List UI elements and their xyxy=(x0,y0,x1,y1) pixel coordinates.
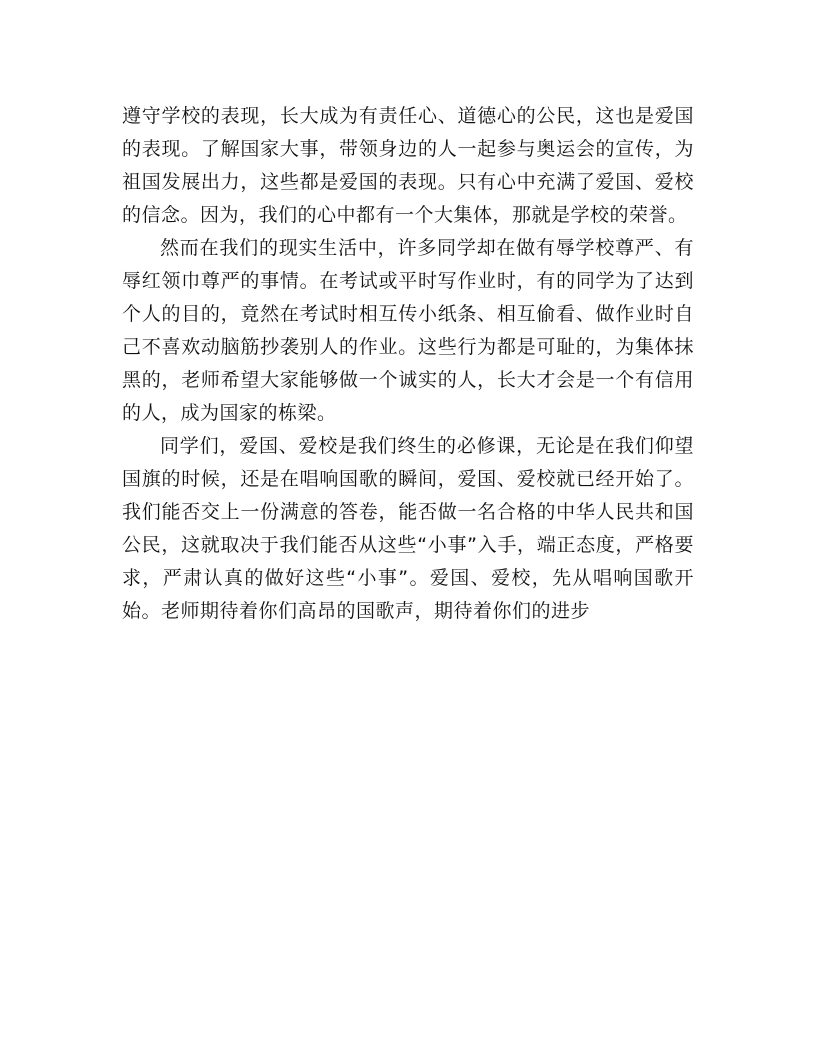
paragraph-1: 遵守学校的表现，长大成为有责任心、道德心的公民，这也是爱国的表现。了解国家大事，带领身边的人一起参与奥运会的宣传，为祖国发展出力，这些都是爱国的表现。只有心中充满了爱国、爱校的信念。因为，我们的心中都有一个大集体，那就是学校的荣誉。 xyxy=(122,105,694,226)
paragraph-3: 同学们，爱国、爱校是我们终生的必修课，无论是在我们仰望国旗的时候，还是在唱响国歌的瞬间，爱国、爱校就已经开始了。我们能否交上一份满意的答卷，能否做一名合格的中华人民共和国公民，这就取决于我们能否从这些“小事”入手，端正态度，严格要求，严肃认真的做好这些“小事”。爱国、爱校，先从唱响国歌开始。老师期待着你们高昂的国歌声，期待着你们的进步 xyxy=(122,435,694,622)
document-body xyxy=(122,100,694,628)
paragraph-2: 然而在我们的现实生活中，许多同学却在做有辱学校尊严、有辱红领巾尊严的事情。在考试或平时写作业时，有的同学为了达到个人的目的，竟然在考试时相互传小纸条、相互偷看、做作业时自己不喜欢动脑筋抄袭别人的作业。这些行为都是可耻的，为集体抹黑的，老师希望大家能够做一个诚实的人，长大才会是一个有信用的人，成为国家的栋梁。 xyxy=(122,237,694,424)
